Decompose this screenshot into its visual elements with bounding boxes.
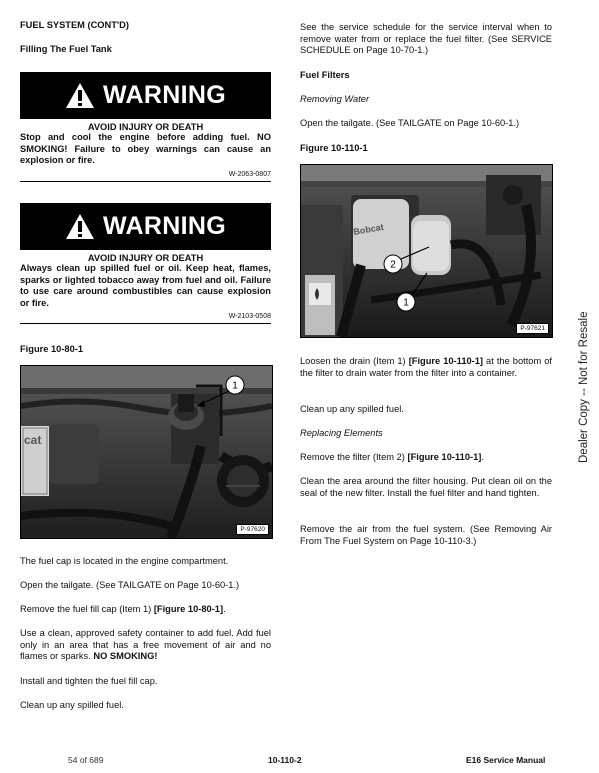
engine-compartment-illustration <box>21 366 272 538</box>
divider <box>20 323 271 324</box>
paragraph <box>300 356 552 379</box>
filter-decal-text: Bobcat <box>352 221 385 237</box>
warning-triangle-icon <box>65 213 95 240</box>
page-number: 10-110-2 <box>268 755 302 765</box>
paragraph: Open the tailgate. (See TAILGATE on Page 10-60-1.) <box>300 118 520 128</box>
section-subtitle: Filling The Fuel Tank <box>20 44 112 54</box>
figure-code-label: P-97620 <box>236 524 269 535</box>
paragraph: See the service schedule for the service interval when to remove water from or replace the fuel filter. (See SERVICE SCHEDULE on Page 10-70-1.) <box>300 22 552 56</box>
paragraph: Clean up any spilled fuel. <box>300 404 404 414</box>
text-run: Remove the fuel fill cap (Item 1) <box>20 604 154 614</box>
warning-triangle-icon <box>65 82 95 109</box>
text-run: Remove the filter (Item 2) <box>300 452 408 462</box>
paragraph <box>300 452 552 464</box>
sub-heading: Removing Water <box>300 94 370 104</box>
figure-code-label: P-97621 <box>516 323 549 334</box>
warning-heading: AVOID INJURY OR DEATH <box>87 122 204 132</box>
paragraph: Open the tailgate. (See TAILGATE on Page 10-60-1.) <box>20 580 240 590</box>
text-run: Use a clean, approved safety container to add fuel. Add fuel only in an area that has a free movement of air and no flames or sparks. <box>20 628 271 662</box>
section-title: FUEL SYSTEM (CONT'D) <box>20 20 129 30</box>
sub-heading: Replacing Elements <box>300 428 383 438</box>
warning-box-1 <box>20 72 271 182</box>
warning-banner-text: WARNING <box>103 212 226 240</box>
manual-title: E16 Service Manual <box>466 755 546 765</box>
warning-code: W-2103-0508 <box>228 313 271 321</box>
warning-heading: AVOID INJURY OR DEATH <box>87 253 204 263</box>
text-run: . <box>223 604 226 614</box>
text-run: Loosen the drain (Item 1) <box>300 356 409 366</box>
text-run: at the bottom of the filter to drain water from the filter into a container. <box>300 356 552 378</box>
no-smoking-emphasis: NO SMOKING! <box>93 651 158 662</box>
figure-10-80-1-photo <box>20 365 273 539</box>
page-count: 54 of 689 <box>68 755 104 765</box>
warning-banner-1 <box>20 72 271 119</box>
figure-reference: [Figure 10-80-1] <box>153 604 224 614</box>
dealer-copy-watermark: Dealer Copy -- Not for Resale <box>578 311 590 463</box>
warning-body: Always clean up spilled fuel or oil. Keep heat, flames, sparks or lighted tobacco away from fuel and oil. Failure to use care around combustibles can cause explosion or fire. <box>20 263 271 308</box>
warning-code: W-2063-0807 <box>228 170 271 178</box>
fuel-filter-illustration <box>301 165 552 337</box>
figure-title: Figure 10-110-1 <box>300 143 368 153</box>
paragraph <box>20 628 271 663</box>
text-run: . <box>481 452 484 462</box>
figure-reference: [Figure 10-110-1] <box>407 452 482 462</box>
warning-banner-2 <box>20 203 271 250</box>
warning-banner-text: WARNING <box>103 81 226 109</box>
figure-title: Figure 10-80-1 <box>20 344 84 354</box>
figure-reference: [Figure 10-110-1] <box>408 356 484 366</box>
warning-box-2 <box>20 203 271 324</box>
figure-10-110-1-photo <box>300 164 553 338</box>
filter-decal-text: cat <box>24 433 42 447</box>
figure-callout-2: 2 <box>390 259 396 271</box>
section-heading: Fuel Filters <box>300 70 350 80</box>
paragraph: Clean up any spilled fuel. <box>20 700 124 710</box>
paragraph: The fuel cap is located in the engine compartment. <box>20 556 229 566</box>
figure-callout-1: 1 <box>232 380 238 392</box>
figure-callout-1: 1 <box>403 297 409 309</box>
warning-body: Stop and cool the engine before adding fuel. NO SMOKING! Failure to obey warnings can cause an explosion or fire. <box>20 132 271 166</box>
divider <box>20 181 271 182</box>
paragraph: Install and tighten the fuel fill cap. <box>20 676 158 686</box>
paragraph: Clean the area around the filter housing. Put clean oil on the seal of the new filter. Install the fuel filter and hand tighten. <box>300 476 552 498</box>
paragraph: Remove the air from the fuel system. (See Removing Air From The Fuel System on Page 10-110-3.) <box>300 524 552 546</box>
paragraph <box>20 604 271 616</box>
